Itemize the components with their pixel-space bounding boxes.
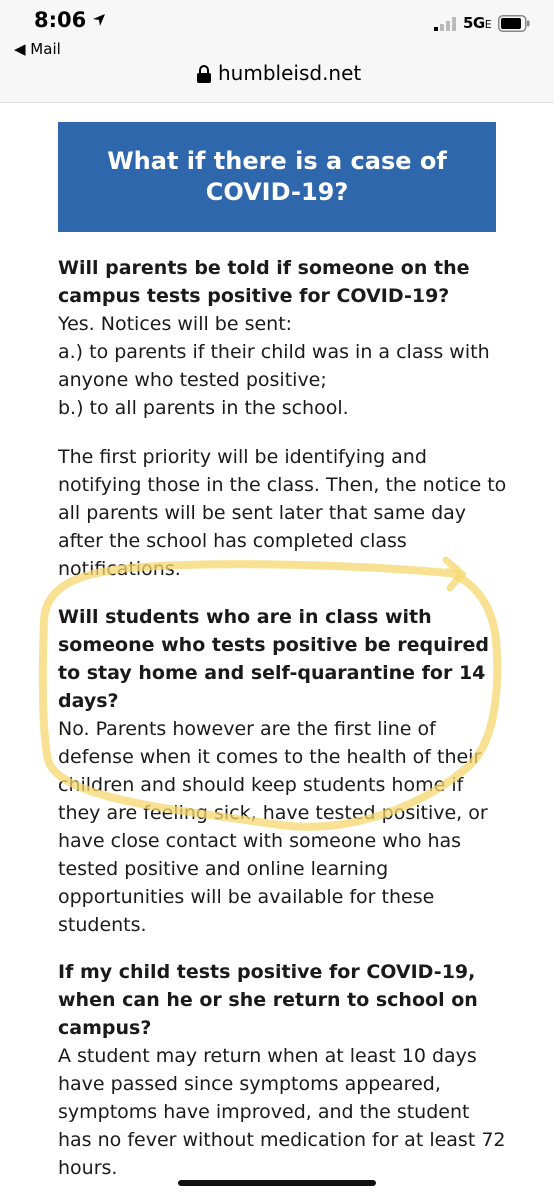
lock-icon — [196, 64, 212, 84]
status-bar — [0, 0, 554, 60]
faq-answer: A student may return when at least 10 days have passed since symptoms appeared, symptoms have improved, and the student has no fever without medication for at least 72 hours. — [58, 1045, 506, 1179]
network-indicator: 5GE — [463, 14, 492, 32]
faq-question: Will parents be told if someone on the campus tests positive for COVID-19? — [58, 257, 470, 307]
faq-item — [58, 603, 508, 939]
faq-question: Will students who are in class with someone who tests positive be required to stay home and self-quarantine for 14 days? — [58, 606, 489, 712]
battery-icon — [498, 15, 530, 32]
location-arrow-icon — [92, 13, 106, 27]
faq-item — [58, 254, 508, 422]
faq-answer-line: Yes. Notices will be sent: — [58, 313, 293, 335]
banner-title: What if there is a case of COVID-19? — [107, 147, 447, 206]
section-banner — [58, 122, 496, 232]
faq-item — [58, 958, 508, 1182]
faq-answer: No. Parents however are the first line of defense when it comes to the health of their children and should keep students home if they are feeling sick, have tested positive, or have close contact with someone who has tested positive and online learning opportunities will be available for these students. — [58, 718, 488, 936]
faq-question: If my child tests positive for COVID-19, when can he or she return to school on campus? — [58, 961, 478, 1039]
address-bar[interactable] — [0, 58, 554, 103]
back-to-mail-button[interactable]: ◀ Mail — [14, 40, 61, 58]
address-host[interactable]: humbleisd.net — [218, 61, 362, 85]
status-time: 8:06 — [34, 8, 87, 32]
home-indicator[interactable] — [178, 1180, 376, 1186]
faq-paragraph-text: The first priority will be identifying and notifying those in the class. Then, the notice to all parents will be sent later that same day after the school has completed class notifications. — [58, 446, 507, 580]
faq-paragraph — [58, 443, 508, 583]
faq-answer-line: a.) to parents if their child was in a class with anyone who tested positive; — [58, 341, 490, 391]
signal-strength-icon — [434, 17, 460, 31]
faq-answer-line: b.) to all parents in the school. — [58, 397, 349, 419]
